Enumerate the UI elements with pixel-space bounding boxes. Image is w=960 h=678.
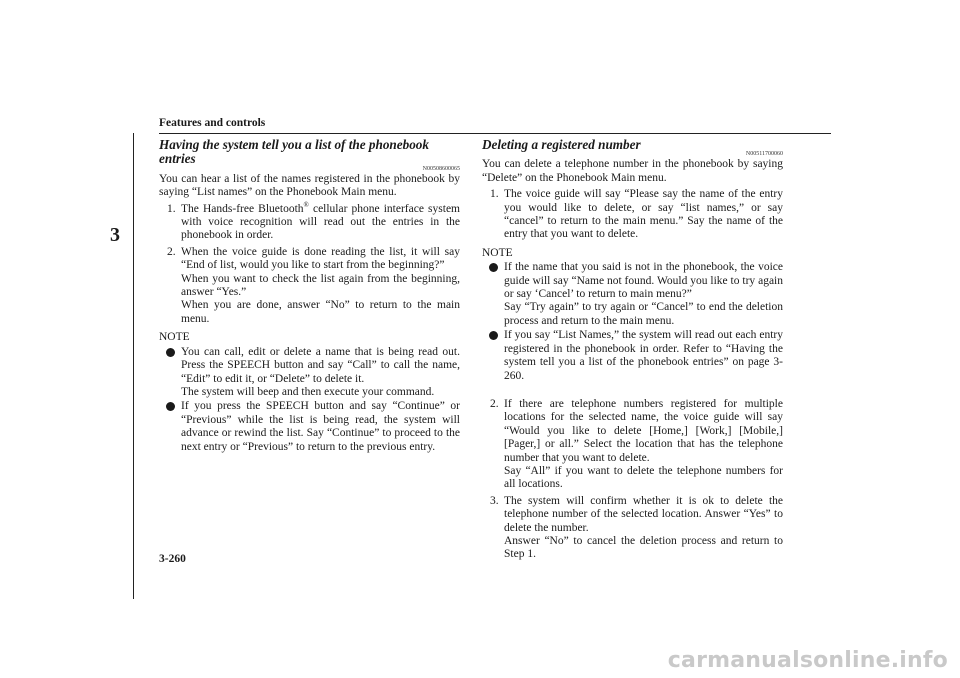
note-label: NOTE bbox=[159, 331, 190, 344]
note-text: The system will beep and then execute your command. bbox=[181, 385, 435, 398]
chapter-number: 3 bbox=[110, 224, 120, 246]
registered-mark: ® bbox=[303, 200, 309, 209]
step-3 bbox=[482, 495, 783, 562]
step-text: The voice guide will say “Please say the name of the entry you would like to delete, or say “list names,” or say “cancel” to return to the main menu.” Say the name of the entry that you want to delete. bbox=[504, 188, 783, 241]
right-column bbox=[482, 138, 783, 562]
chapter-side-rule bbox=[133, 133, 134, 599]
left-column bbox=[159, 138, 460, 454]
section-code: N00508600065 bbox=[422, 165, 460, 172]
step-text-post: cellular phone interface system with voice recognition will read out the entries in the phonebook in order. bbox=[181, 202, 460, 242]
note-item bbox=[482, 261, 783, 328]
step-text: Answer “No” to cancel the deletion process and return to Step 1. bbox=[504, 534, 783, 561]
step-2 bbox=[482, 398, 783, 492]
bullet-icon bbox=[489, 263, 498, 272]
step-1 bbox=[482, 188, 783, 242]
section-heading-phonebook-list: Having the system tell you a list of the phonebook entries bbox=[159, 137, 429, 167]
step-number: 1. bbox=[167, 202, 176, 215]
step-2 bbox=[159, 246, 460, 326]
step-number: 2. bbox=[167, 245, 176, 258]
bullet-icon bbox=[166, 402, 175, 411]
section-heading-delete-number: Deleting a registered number bbox=[482, 137, 641, 152]
step-text: The system will confirm whether it is ok to delete the telephone number of the selected location. Answer “Yes” to delete the number. bbox=[504, 494, 783, 534]
page-number: 3-260 bbox=[159, 553, 186, 565]
watermark-link[interactable]: carmanualsonline.info bbox=[667, 648, 948, 673]
bullet-icon bbox=[489, 331, 498, 340]
note-text: Say “Try again” to try again or “Cancel” to end the deletion process and return to the main menu. bbox=[504, 301, 783, 327]
step-number: 3. bbox=[490, 494, 499, 507]
header-rule bbox=[159, 133, 831, 134]
note-text: If the name that you said is not in the phonebook, the voice guide will say “Name not found. Would you like to try again or say ‘Cancel’ to return to main menu?” bbox=[504, 261, 783, 301]
note-text: If you press the SPEECH button and say “Continue” or “Previous” while the list is being read, the system will advance or rewind the list. Say “Continue” to proceed to the next entry or “Previous” to return to the previous entry. bbox=[181, 400, 460, 453]
step-text: When you are done, answer “No” to return to the main menu. bbox=[181, 299, 460, 325]
step-number: 1. bbox=[490, 188, 499, 201]
step-text: Say “All” if you want to delete the telephone numbers for all locations. bbox=[504, 464, 783, 491]
intro-paragraph: You can hear a list of the names registered in the phonebook by saying “List names” on the Phonebook Main menu. bbox=[159, 172, 460, 199]
note-label: NOTE bbox=[482, 246, 513, 259]
step-text: When you want to check the list again from the beginning, answer “Yes.” bbox=[181, 272, 460, 299]
running-header: Features and controls bbox=[159, 117, 266, 129]
bullet-icon bbox=[166, 348, 175, 357]
section-code: N00511700060 bbox=[745, 151, 783, 158]
note-item bbox=[159, 346, 460, 400]
step-number: 2. bbox=[490, 397, 499, 410]
note-item bbox=[482, 329, 783, 383]
note-item bbox=[159, 400, 460, 454]
intro-paragraph: You can delete a telephone number in the phonebook by saying “Delete” on the Phonebook Main menu. bbox=[482, 158, 783, 184]
step-1 bbox=[159, 200, 460, 243]
note-text: You can call, edit or delete a name that is being read out. Press the SPEECH button and say “Call” to call the name, “Edit” to edit it, or “Delete” to delete it. bbox=[181, 345, 460, 385]
step-text: If there are telephone numbers registered for multiple locations for the selected name, the voice guide will say “Would you like to delete [Home,] [Work,] [Mobile,] [Pager,] or all.” Select the location that has the telephone number that you want to delete. bbox=[504, 397, 783, 464]
step-text: When the voice guide is done reading the list, it will say “End of list, would you like to start from the beginning?” bbox=[181, 245, 460, 272]
note-text: If you say “List Names,” the system will read out each entry registered in the phonebook in order. Refer to “Having the system tell you a list of the phonebook entries” on page 3-260. bbox=[504, 329, 783, 382]
step-text-pre: The Hands-free Bluetooth bbox=[181, 202, 304, 215]
